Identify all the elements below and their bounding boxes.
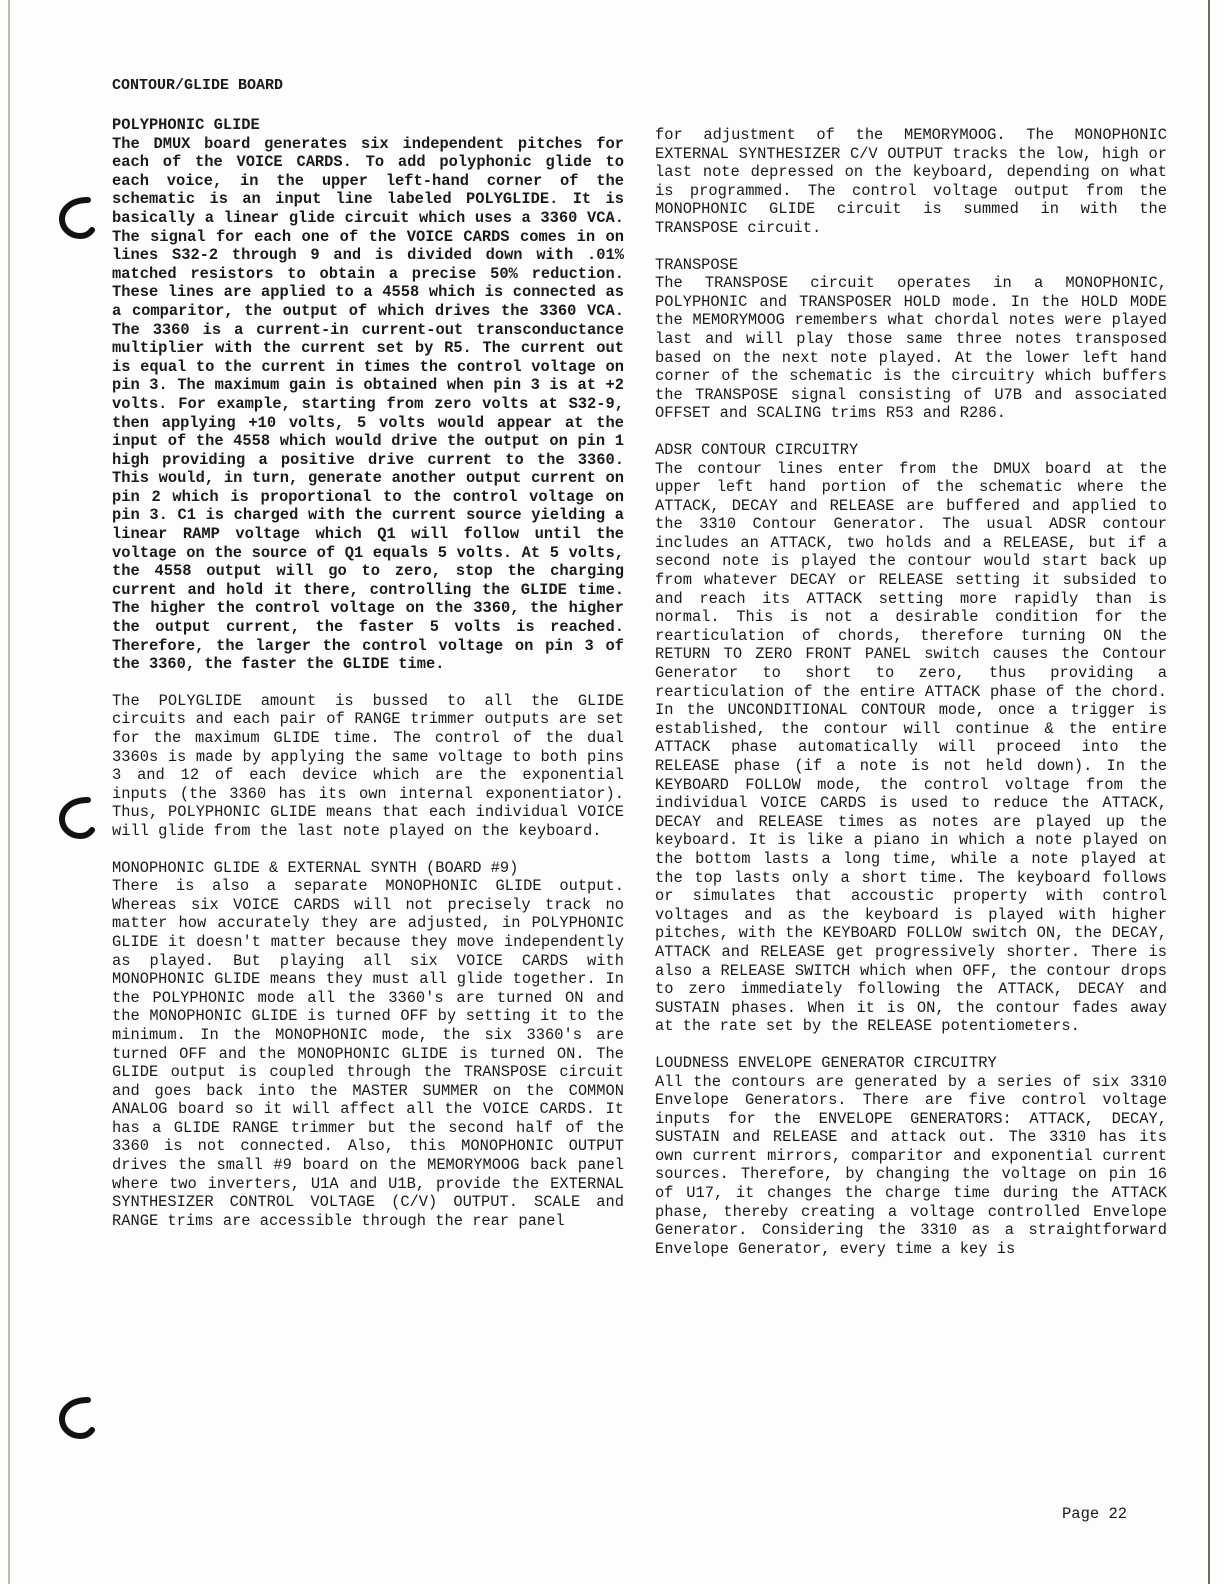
right-column <box>655 126 1167 1276</box>
section-heading: TRANSPOSE <box>655 255 739 274</box>
continued-paragraph: for adjustment of the MEMORYMOOG. The MONOPHONIC EXTERNAL SYNTHESIZER C/V OUTPUT tracks the low, high or last note depressed on the keyboard, depending on what is programmed. The control voltage output from the MONOPHONIC GLIDE circuit is summed in with the TRANSPOSE circuit. <box>655 126 1167 237</box>
section-body: The contour lines enter from the DMUX board at the upper left hand portion of the schematic where the ATTACK, DECAY and RELEASE are buffered and applied to the 3310 Contour Generator. The usual ADSR contour includes an ATTACK, two holds and a RELEASE, but if a second note is played the contour would start back up from whatever DECAY or RELEASE setting it subsided to and reach its ATTACK setting more rapidly than is normal. This is not a desirable condition for the rearticulation of chords, therefore turning ON the RETURN TO ZERO FRONT PANEL switch causes the Contour Generator to short to zero, thus providing a rearticulation of the entire ATTACK phase of the chord. In the UNCONDITIONAL CONTOUR mode, once a trigger is established, the contour will continue & the entire ATTACK phase automatically will proceed into the RELEASE phase (if a note is not held down). In the KEYBOARD FOLLOW mode, the control voltage from the individual VOICE CARDS is used to reduce the ATTACK, DECAY and RELEASE times as notes are played up the keyboard. It is like a piano in which a note played on the bottom lasts a long time, while a note played at the top lasts only a short time. The keyboard follows or simulates that accoustic property with control voltages and as the keyboard is played with higher pitches, with the KEYBOARD FOLLOW switch ON, the DECAY, ATTACK and RELEASE get progressively shorter. There is also a RELEASE SWITCH which when OFF, the contour drops to zero immediately following the ATTACK, DECAY and SUSTAIN phases. When it is ON, the contour fades away at the rate set by the RELEASE potentiometers. <box>655 459 1167 1036</box>
loudness-section <box>655 1054 1167 1259</box>
polyglide-paragraph: The POLYGLIDE amount is bussed to all the GLIDE circuits and each pair of RANGE trimmer outputs are set for the maximum GLIDE time. The control of the dual 3360s is made by applying the same voltage to both pins 3 and 12 of each device which are the exponential inputs (the 3360 has its own internal exponentiator). Thus, POLYPHONIC GLIDE means that each individual VOICE will glide from the last note played on the keyboard. <box>112 691 624 840</box>
transpose-section <box>655 256 1167 423</box>
section-body: The DMUX board generates six independent pitches for each of the VOICE CARDS. To add polyphonic glide to each voice, in the upper left-hand corner of the schematic is an input line labeled POLYGLIDE. It is basically a linear glide circuit which uses a 3360 VCA. The signal for each one of the VOICE CARDS comes in on lines S32-2 through 9 and is divided down with .01% matched resistors to obtain a precise 50% reduction. These lines are applied to a 4558 which is connected as a comparitor, the output of which drives the 3360 VCA. The 3360 is a current-in current-out transconductance multiplier with the current set by R5. The current out is equal to the current in times the control voltage on pin 3. The maximum gain is obtained when pin 3 is at +2 volts. For example, starting from zero volts at S32-9, then applying +10 volts, 5 volts would appear at the input of the 4558 which would drive the output on pin 1 high providing a positive drive current to the 3360. This would, in turn, generate another output current on pin 2 which is proportional to the control voltage on pin 3. C1 is charged with the current source yielding a linear RAMP voltage which Q1 will follow until the voltage on the source of Q1 equals 5 volts. At 5 volts, the 4558 output will go to zero, stop the charging current and hold it there, controlling the GLIDE time. The higher the control voltage on the 3360, the higher the output current, the faster 5 volts is reached. Therefore, the larger the control voltage on pin 3 of the 3360, the faster the GLIDE time. <box>112 134 624 674</box>
adsr-section <box>655 441 1167 1036</box>
section-heading: MONOPHONIC GLIDE & EXTERNAL SYNTH (BOARD #9) <box>112 858 519 877</box>
page-number: Page 22 <box>1062 1505 1128 1523</box>
binder-hole-icon <box>58 1396 96 1440</box>
monophonic-glide-section <box>112 859 624 1231</box>
section-heading: ADSR CONTOUR CIRCUITRY <box>655 440 859 459</box>
binder-hole-icon <box>58 796 96 840</box>
section-heading: POLYPHONIC GLIDE <box>112 116 260 134</box>
section-body: All the contours are generated by a series of six 3310 Envelope Generators. There are five control voltage inputs for the ENVELOPE GENERATORS: ATTACK, DECAY, SUSTAIN and RELEASE and attack out. The 3310 has its own current mirrors, comparitor and exponential current sources. Therefore, by changing the voltage on pin 16 of U17, it changes the charge time during the ATTACK phase, thereby creating a voltage controlled Envelope Generator. Considering the 3310 as a straightforward Envelope Generator, every time a key is <box>655 1072 1167 1258</box>
section-heading: LOUDNESS ENVELOPE GENERATOR CIRCUITRY <box>655 1053 997 1072</box>
page-left-edge <box>8 0 10 1584</box>
polyphonic-glide-section <box>112 116 624 674</box>
binder-hole-icon <box>58 196 96 240</box>
page-right-edge <box>1208 0 1210 1584</box>
section-body: There is also a separate MONOPHONIC GLIDE output. Whereas six VOICE CARDS will not precisely track no matter how accurately they are adjusted, in POLYPHONIC GLIDE it doesn't matter because they move independently as played. But playing all six VOICE CARDS with MONOPHONIC GLIDE means they must all glide together. In the POLYPHONIC mode all the 3360's are turned ON and the MONOPHONIC GLIDE is turned OFF by setting it to the minimum. In the MONOPHONIC mode, the six 3360's are turned OFF and the MONOPHONIC GLIDE is turned ON. The GLIDE output is coupled through the TRANSPOSE circuit and goes back into the MASTER SUMMER on the COMMON ANALOG board so it will affect all the VOICE CARDS. It has a GLIDE RANGE trimmer but the second half of the 3360 is not connected. Also, this MONOPHONIC OUTPUT drives the small #9 board on the MEMORYMOOG back panel where two inverters, U1A and U1B, provide the EXTERNAL SYNTHESIZER CONTROL VOLTAGE (C/V) OUTPUT. SCALE and RANGE trims are accessible through the rear panel <box>112 877 624 1230</box>
section-body: The TRANSPOSE circuit operates in a MONOPHONIC, POLYPHONIC and TRANSPOSER HOLD mode. In the HOLD MODE the MEMORYMOOG remembers what chordal notes were played last and will play those same three notes transposed based on the next note played. At the lower left hand corner of the schematic is the circuitry which buffers the TRANSPOSE signal consisting of U7B and associated OFFSET and SCALING trims R53 and R286. <box>655 274 1167 423</box>
left-column <box>112 116 624 1248</box>
board-title: CONTOUR/GLIDE BOARD <box>112 77 284 94</box>
